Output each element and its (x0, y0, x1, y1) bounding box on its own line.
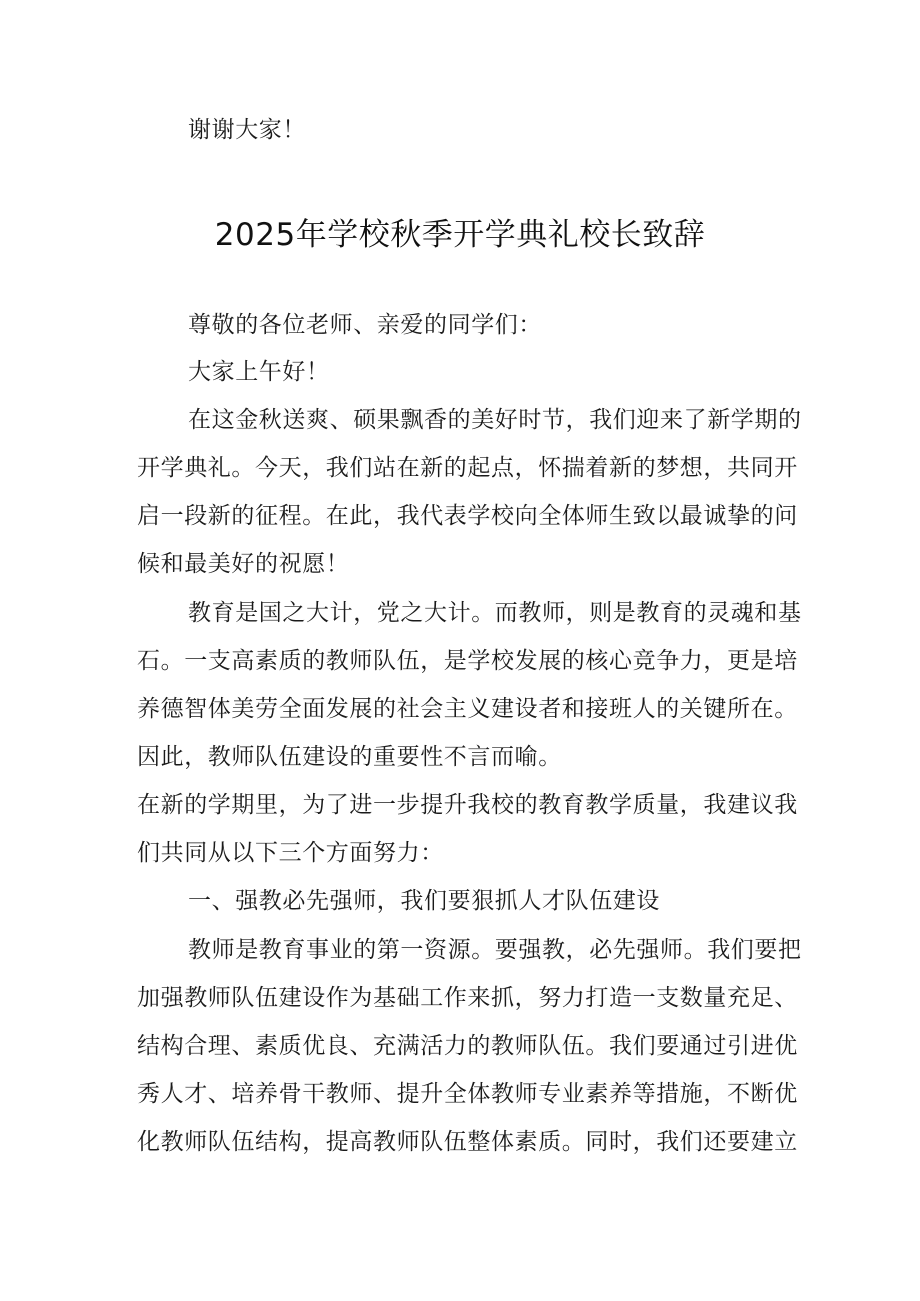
paragraph-line: 秀人才、培养骨干教师、提升全体教师专业素养等措施，不断优 (137, 1081, 798, 1107)
paragraph-line: 在这金秋送爽、硕果飘香的美好时节，我们迎来了新学期的 (188, 407, 802, 433)
paragraph-line: 教育是国之大计，党之大计。而教师，则是教育的灵魂和基 (188, 600, 802, 626)
paragraph-line: 因此，教师队伍建设的重要性不言而喻。 (137, 744, 562, 770)
section-heading: 一、强教必先强师，我们要狠抓人才队伍建设 (188, 888, 660, 914)
paragraph-line: 教师是教育事业的第一资源。要强教，必先强师。我们要把 (188, 937, 802, 963)
paragraph-line: 们共同从以下三个方面努力： (137, 840, 444, 866)
paragraph-line: 结构合理、素质优良、充满活力的教师队伍。我们要通过引进优 (137, 1033, 798, 1059)
salutation: 尊敬的各位老师、亲爱的同学们： (188, 312, 542, 338)
paragraph-line: 开学典礼。今天，我们站在新的起点，怀揣着新的梦想，共同开 (137, 455, 798, 481)
paragraph-line: 候和最美好的祝愿！ (137, 551, 350, 577)
paragraph-line: 启一段新的征程。在此，我代表学校向全体师生致以最诚挚的问 (137, 503, 798, 529)
paragraph-line: 加强教师队伍建设作为基础工作来抓，努力打造一支数量充足、 (137, 985, 798, 1011)
paragraph-line: 石。一支高素质的教师队伍，是学校发展的核心竞争力，更是培 (137, 648, 798, 674)
paragraph-line: 养德智体美劳全面发展的社会主义建设者和接班人的关键所在。 (137, 696, 798, 722)
closing-line: 谢谢大家！ (188, 117, 306, 143)
page-title: 2025年学校秋季开学典礼校长致辞 (214, 217, 706, 253)
greeting: 大家上午好！ (188, 359, 330, 385)
paragraph-line: 化教师队伍结构，提高教师队伍整体素质。同时，我们还要建立 (137, 1129, 798, 1155)
paragraph-line: 在新的学期里，为了进一步提升我校的教育教学质量，我建议我 (137, 792, 798, 818)
